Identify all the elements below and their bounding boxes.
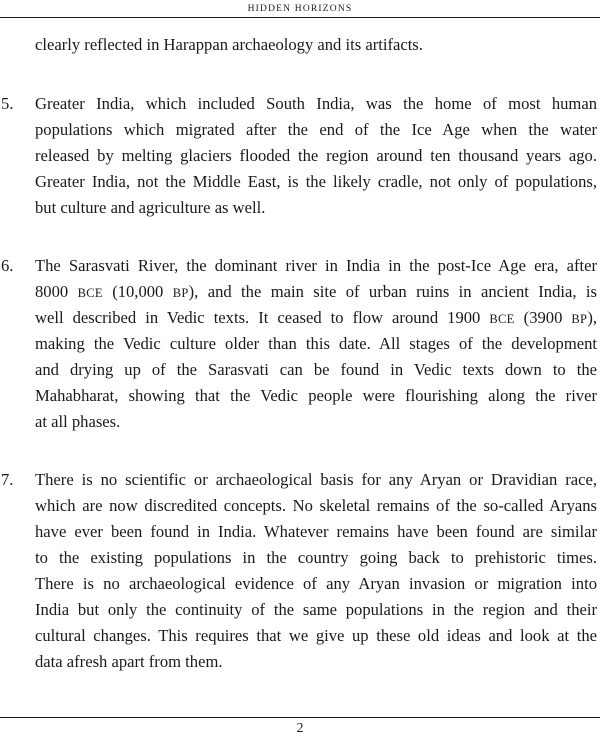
list-item-line: There is no scientific or archaeological basis for any Aryan or Dravidian race, (35, 470, 597, 489)
era-abbreviation: BCE (489, 312, 515, 326)
running-head: HIDDEN HORIZONS (247, 4, 353, 14)
list-item-line: 8000 BCE (10,000 BP), and the main site of urban ruins in ancient India, is (35, 282, 597, 301)
list-item-line: populations which migrated after the end of the Ice Age when the water (35, 120, 597, 139)
continuation-line: clearly reflected in Harappan archaeology and its artifacts. (35, 35, 423, 54)
list-item-line: well described in Vedic texts. It ceased to flow around 1900 BCE (3900 BP), (35, 308, 597, 327)
list-item-line: The Sarasvati River, the dominant river in India in the post-Ice Age era, after (35, 256, 597, 275)
list-item-line: Greater India, not the Middle East, is the likely cradle, not only of populations, (35, 172, 597, 191)
list-item-line: Mahabharat, showing that the Vedic people were flourishing along the river (35, 386, 597, 405)
list-item-line: data afresh apart from them. (35, 652, 223, 671)
list-item-line: to the existing populations in the country going back to prehistoric times. (35, 548, 597, 567)
list-item-line: Greater India, which included South India, was the home of most human (35, 94, 597, 113)
list-item-number: 5. (1, 94, 14, 113)
list-item-line: There is no archaeological evidence of any Aryan invasion or migration into (35, 574, 597, 593)
era-abbreviation: BCE (77, 286, 103, 300)
list-item-line: released by melting glaciers flooded the region around ten thousand years ago. (35, 146, 597, 165)
list-item-line: India but only the continuity of the same populations in the region and their (35, 600, 597, 619)
header-rule (0, 17, 600, 18)
era-abbreviation: BP (571, 312, 588, 326)
page-number: 2 (296, 721, 304, 736)
list-item-line: but culture and agriculture as well. (35, 198, 266, 217)
list-item-line: cultural changes. This requires that we give up these old ideas and look at the (35, 626, 597, 645)
list-item-line: which are now discredited concepts. No skeletal remains of the so-called Aryans (35, 496, 597, 515)
list-item-line: at all phases. (35, 412, 121, 431)
list-item-number: 7. (1, 470, 14, 489)
list-item-line: have ever been found in India. Whatever remains have been found are similar (35, 522, 597, 541)
footer-rule (0, 717, 600, 718)
era-abbreviation: BP (172, 286, 189, 300)
list-item-line: making the Vedic culture older than this date. All stages of the development (35, 334, 597, 353)
list-item-line: and drying up of the Sarasvati can be found in Vedic texts down to the (35, 360, 597, 379)
list-item-number: 6. (1, 256, 14, 275)
